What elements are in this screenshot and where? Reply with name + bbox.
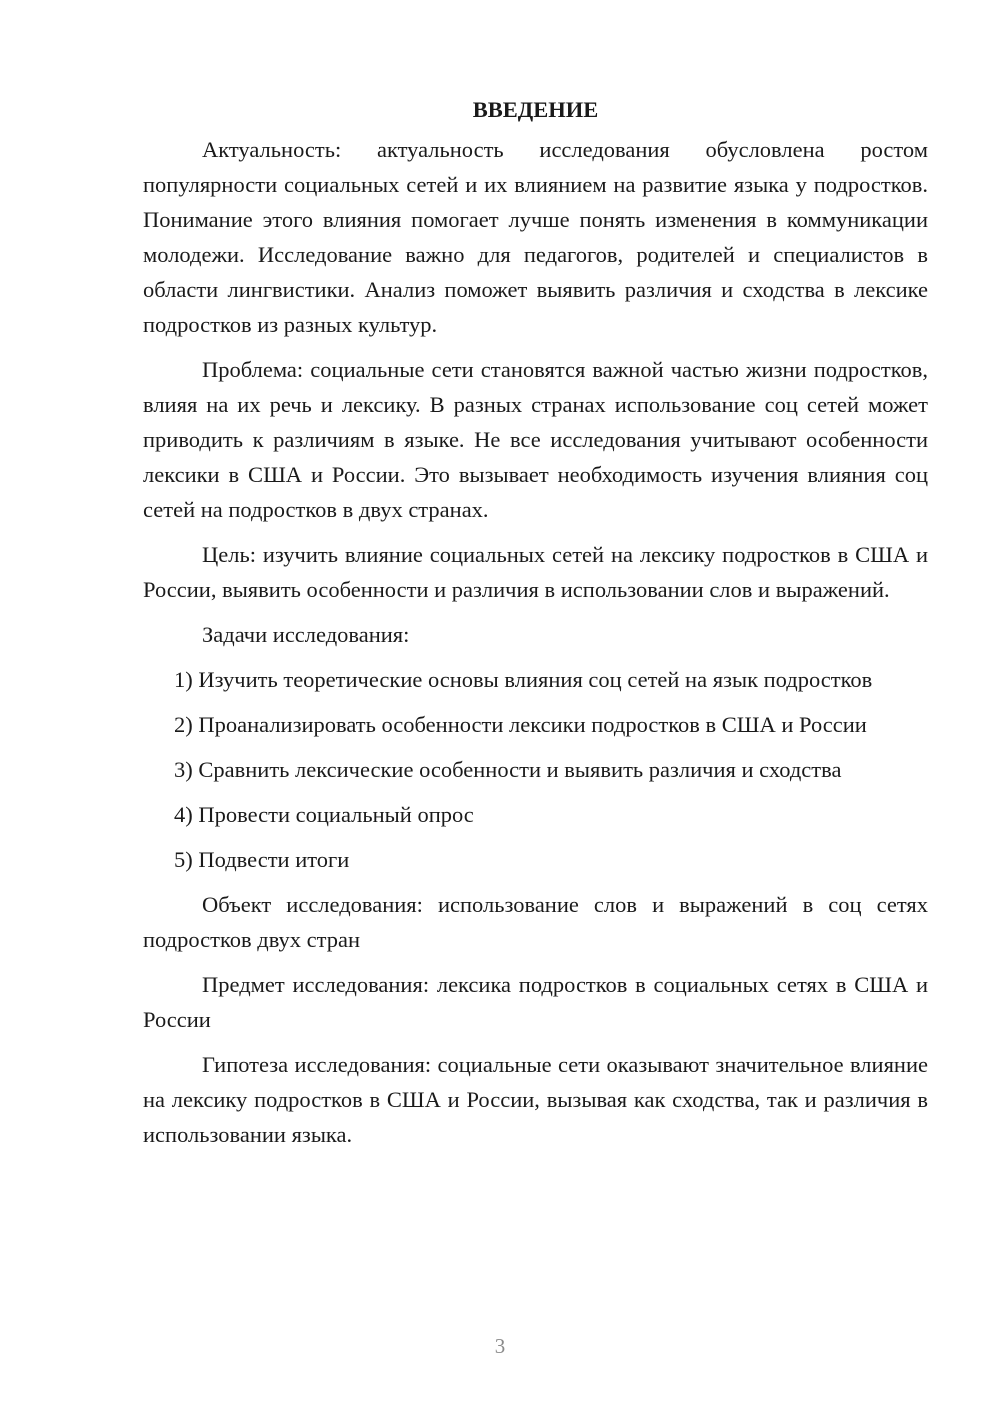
task-item-1: 1) Изучить теоретические основы влияния соц сетей на язык подростков — [174, 667, 873, 692]
document-page — [143, 92, 928, 1162]
relevance-paragraph: Актуальность: актуальность исследования обусловлена ростом популярности социальных сетей и их влиянием на развитие языка у подростков. Понимание этого влияния помогает лучше понять изменения в коммуникации молодежи. Исследование важно для педагогов, родителей и специалистов в области лингвистики. Анализ поможет выявить различия и сходства в лексике подростков из разных культур. — [143, 137, 928, 337]
tasks-heading: Задачи исследования: — [202, 622, 410, 647]
task-item-2: 2) Проанализировать особенности лексики подростков в США и России — [174, 712, 867, 737]
object-paragraph: Объект исследования: использование слов и выражений в соц сетях подростков двух стран — [143, 892, 928, 952]
task-item-3: 3) Сравнить лексические особенности и выявить различия и сходства — [174, 757, 842, 782]
page-number: 3 — [494, 1334, 506, 1358]
problem-paragraph: Проблема: социальные сети становятся важной частью жизни подростков, влияя на их речь и лексику. В разных странах использование соц сетей может приводить к различиям в языке. Не все исследования учитывают особенности лексики в США и России. Это вызывает необходимость изучения влияния соц сетей на подростков в двух странах. — [143, 357, 928, 522]
task-item-4: 4) Провести социальный опрос — [174, 802, 474, 827]
task-item-5: 5) Подвести итоги — [174, 847, 350, 872]
hypothesis-paragraph: Гипотеза исследования: социальные сети оказывают значительное влияние на лексику подростков в США и России, вызывая как сходства, так и различия в использовании языка. — [143, 1052, 928, 1147]
subject-paragraph: Предмет исследования: лексика подростков в социальных сетях в США и России — [143, 972, 928, 1032]
page-title: ВВЕДЕНИЕ — [472, 97, 599, 122]
goal-paragraph: Цель: изучить влияние социальных сетей на лексику подростков в США и России, выявить особенности и различия в использовании слов и выражений. — [143, 542, 928, 602]
